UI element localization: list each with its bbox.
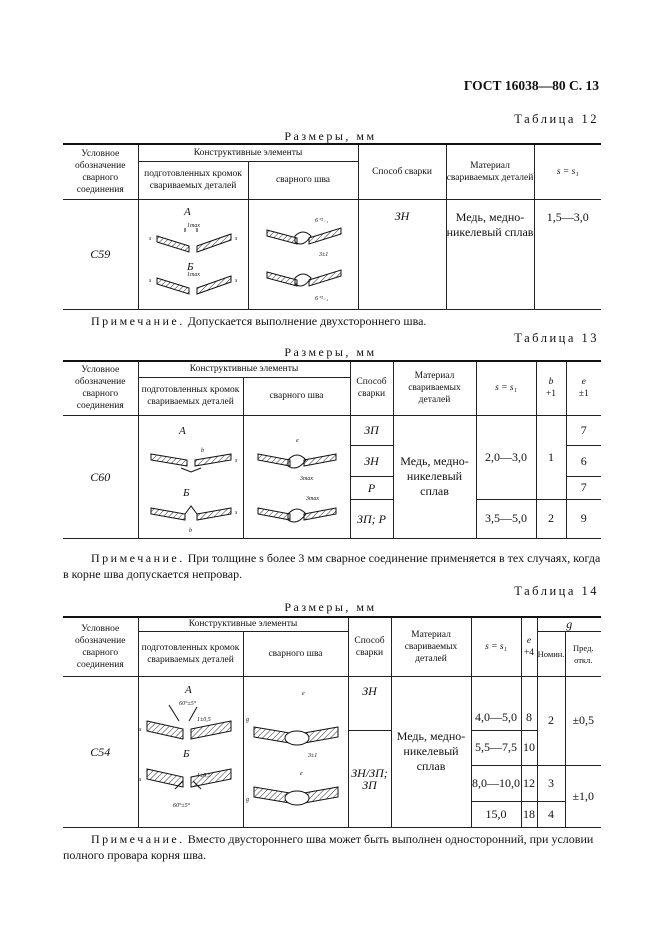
table-14 xyxy=(63,616,601,828)
s-c54-3: 8,0—10,0 xyxy=(471,766,521,802)
svg-text:60°±5°: 60°±5° xyxy=(178,700,196,707)
s-c59: 1,5—3,0 xyxy=(534,199,601,309)
col-s: s = s₁ xyxy=(471,617,521,676)
col-g: g xyxy=(537,617,601,631)
designation-c54: С54 xyxy=(63,676,138,827)
e-c60-2: 6 xyxy=(566,446,601,477)
b-c60-2: 2 xyxy=(536,499,566,538)
col-prepared: подготовленных кромок свариваемых деталей xyxy=(138,631,243,676)
svg-text:6⁺²₋₁: 6⁺²₋₁ xyxy=(314,217,328,224)
svg-text:e: e xyxy=(299,770,303,777)
col-material: Материал свариваемых деталей xyxy=(393,361,476,415)
col-weld: сварного шва xyxy=(243,631,348,676)
s-c54-4: 15,0 xyxy=(471,801,521,827)
col-b: b +1 xyxy=(536,361,566,415)
c60-weld-drawing xyxy=(244,416,350,538)
svg-text:s: s xyxy=(234,457,237,464)
col-prepared: подготовленных кромок свариваемых деталей xyxy=(138,161,248,199)
svg-text:e: e xyxy=(301,690,305,697)
method-c60-1: ЗП xyxy=(350,415,393,446)
material-c54: Медь, медно-никелевый сплав xyxy=(391,676,471,827)
method-c60-4: ЗП; Р xyxy=(350,499,393,538)
svg-text:e: e xyxy=(295,437,299,444)
method-c60-3: Р xyxy=(350,477,393,500)
col-method: Способ сварки xyxy=(358,144,446,199)
e-c60-1: 7 xyxy=(566,415,601,446)
e-c54-1: 8 xyxy=(521,706,537,730)
col-e: e ±1 xyxy=(566,361,601,415)
e-c60-3: 7 xyxy=(566,477,601,500)
svg-text:s: s xyxy=(234,509,237,516)
dims-caption-13: Размеры, мм xyxy=(284,345,377,359)
col-weld: сварного шва xyxy=(248,161,358,199)
s-c54-1: 4,0—5,0 xyxy=(471,706,521,730)
table-14-caption: Таблица 14 xyxy=(514,584,599,598)
b-c60-1: 1 xyxy=(536,415,566,499)
col-designation: Условное обозначение сварного соединения xyxy=(63,617,138,676)
svg-text:b: b xyxy=(188,527,192,534)
dims-caption-12: Размеры, мм xyxy=(284,129,377,143)
page-header: ГОСТ 16038—80 С. 13 xyxy=(463,78,599,93)
g-tol-2: ±1,0 xyxy=(565,766,601,828)
svg-text:s: s xyxy=(234,235,237,242)
g-nom-1: 2 xyxy=(537,676,565,766)
svg-text:1max: 1max xyxy=(186,271,200,278)
table-14-note: Примечание. Вместо двустороннего шва может быть выполнен односторонний, при условии полного провара корня шва. xyxy=(63,832,594,862)
e-c60-4: 9 xyxy=(566,499,601,538)
col-designation: Условное обозначение сварного соединения xyxy=(63,144,138,199)
method-c54-2: ЗН/ЗП; ЗП xyxy=(348,730,391,827)
svg-text:3±1: 3±1 xyxy=(307,752,317,759)
svg-text:60°±5°: 60°±5° xyxy=(172,802,190,809)
col-prepared: подготовленных кромок свариваемых деталей xyxy=(138,377,243,415)
c59-weld-drawing xyxy=(249,200,357,308)
material-c59: Медь, медно-никелевый сплав xyxy=(446,199,534,309)
col-g-nom: Номин. xyxy=(537,631,565,676)
col-material: Материал свариваемых деталей xyxy=(446,144,534,199)
svg-text:1±0,5: 1±0,5 xyxy=(196,716,211,723)
method-c54-1: ЗН xyxy=(348,676,391,730)
g-nom-2: 3 xyxy=(537,766,565,802)
svg-text:3max: 3max xyxy=(305,495,319,502)
c54-weld-drawing xyxy=(244,677,348,827)
svg-text:А: А xyxy=(184,683,192,696)
col-method: Способ сварки xyxy=(350,361,393,415)
col-elements: Конструктивные элементы xyxy=(138,144,358,161)
svg-text:s: s xyxy=(138,726,141,733)
svg-text:g: g xyxy=(245,716,249,723)
method-c59: ЗН xyxy=(358,199,446,309)
table-12 xyxy=(63,143,601,310)
svg-text:Б: Б xyxy=(182,486,189,499)
designation-c59: С59 xyxy=(63,199,138,309)
svg-text:Б: Б xyxy=(182,747,189,760)
table-13-caption: Таблица 13 xyxy=(514,331,599,345)
g-nom-3: 4 xyxy=(537,801,565,827)
svg-text:s: s xyxy=(148,235,151,242)
e-c54-4: 18 xyxy=(521,801,537,827)
material-c60: Медь, медно-никелевый сплав xyxy=(393,415,476,538)
designation-c60: С60 xyxy=(63,415,138,538)
view-b-label: Б xyxy=(186,260,193,273)
g-tol-1: ±0,5 xyxy=(565,676,601,766)
svg-text:s: s xyxy=(234,277,237,284)
col-material: Материал свариваемых деталей xyxy=(391,617,471,676)
svg-text:1±0,5: 1±0,5 xyxy=(196,772,211,779)
view-a-label: А xyxy=(183,205,191,218)
dims-caption-14: Размеры, мм xyxy=(284,600,377,614)
e-c54-3: 12 xyxy=(521,766,537,802)
c59-prepared-drawing xyxy=(139,200,247,308)
svg-text:b: b xyxy=(200,447,204,454)
svg-text:6⁺²₋₁: 6⁺²₋₁ xyxy=(314,295,328,302)
col-e: e +4 xyxy=(521,617,537,676)
method-c60-2: ЗН xyxy=(350,446,393,477)
s-c60-1: 2,0—3,0 xyxy=(476,415,536,499)
c60-prepared-drawing xyxy=(139,416,243,538)
table-12-caption: Таблица 12 xyxy=(514,112,599,126)
svg-text:g: g xyxy=(245,796,249,803)
table-12-note: Примечание. Допускается выполнение двухстороннего шва. xyxy=(91,314,427,328)
col-s: s = s₁ xyxy=(476,361,536,415)
svg-text:1max: 1max xyxy=(186,222,200,229)
table-13-note: Примечание. При толщине s более 3 мм сварное соединение применяется в тех случаях, когда в корне шва допускается непровар. xyxy=(63,551,601,581)
col-g-tol: Пред. откл. xyxy=(565,631,601,676)
s-c54-2: 5,5—7,5 xyxy=(471,730,521,766)
svg-text:s: s xyxy=(138,776,141,783)
col-elements: Конструктивные элементы xyxy=(138,361,350,377)
svg-text:3±1: 3±1 xyxy=(318,251,328,258)
col-s: s = s₁ xyxy=(534,144,601,199)
col-designation: Условное обозначение сварного соединения xyxy=(63,361,138,415)
col-weld: сварного шва xyxy=(243,377,350,415)
svg-text:А: А xyxy=(178,424,186,437)
svg-text:s: s xyxy=(148,277,151,284)
c54-prepared-drawing xyxy=(139,677,243,827)
table-13 xyxy=(63,360,601,539)
svg-text:3max: 3max xyxy=(299,475,313,482)
s-c60-2: 3,5—5,0 xyxy=(476,499,536,538)
col-method: Способ сварки xyxy=(348,617,391,676)
e-c54-2: 10 xyxy=(521,730,537,766)
col-elements: Конструктивные элементы xyxy=(138,617,348,631)
